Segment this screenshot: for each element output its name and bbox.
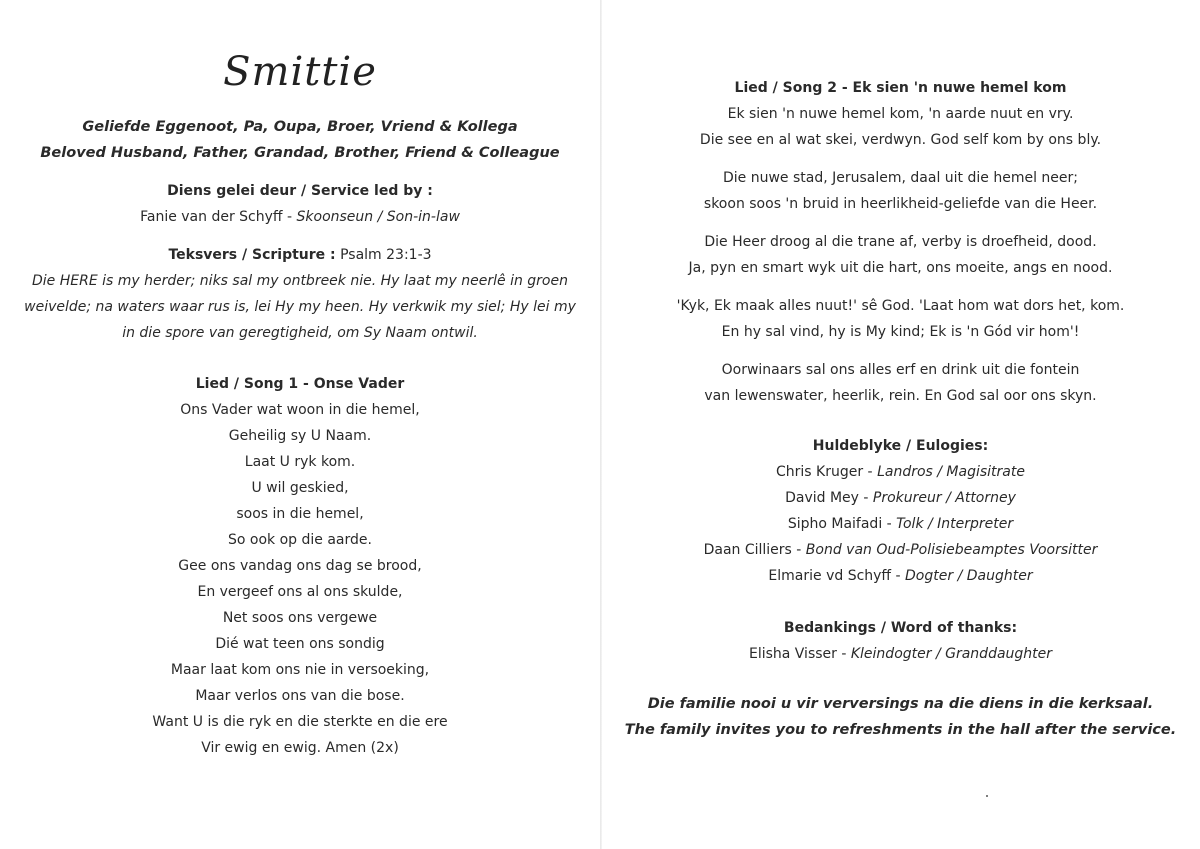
song2-heading: Lied / Song 2 - Ek sien 'n nuwe hemel kom (734, 80, 1067, 96)
eulogy-item: David Mey - Prokureur / Attorney (785, 490, 1016, 506)
scripture-reference: Psalm 23:1-3 (335, 247, 432, 263)
song1-line: Laat U ryk kom. (244, 454, 356, 470)
thanks-item: Elisha Visser - Kleindogter / Granddaughter (748, 646, 1053, 662)
song2-stanza: Ek sien 'n nuwe hemel kom, 'n aarde nuut en vry. Die see en al wat skei, verdwyn. God self kom by ons bly. (699, 106, 1102, 148)
song2-stanza: Oorwinaars sal ons alles erf en drink uit die fontein van lewenswater, heerlik, rein. En God sal oor ons skyn. (704, 362, 1097, 404)
song1-line: So ook op die aarde. (228, 532, 372, 548)
scripture-line: weivelde; na waters waar rus is, lei Hy my heen. Hy verkwik my siel; Hy lei my (24, 299, 576, 315)
song1-line: Gee ons vandag ons dag se brood, (178, 558, 422, 574)
scripture-heading: Teksvers / Scripture : Psalm 23:1-3 (168, 247, 432, 263)
subtitle-afrikaans: Geliefde Eggenoot, Pa, Oupa, Broer, Vriend & Kollega (82, 119, 518, 135)
song1-line: Geheilig sy U Naam. (228, 428, 372, 444)
service-leader: Fanie van der Schyff - Skoonseun / Son-in-law (140, 209, 460, 225)
subtitle-english: Beloved Husband, Father, Grandad, Brother, Friend & Colleague (40, 145, 560, 161)
memorial-title: Smittie (223, 49, 377, 95)
song2-stanza: 'Kyk, Ek maak alles nuut!' sê God. 'Laat hom wat dors het, kom. En hy sal vind, hy is My kind; Ek is 'n Gód vir hom'! (676, 298, 1125, 340)
scripture-line: in die spore van geregtigheid, om Sy Naam ontwil. (122, 325, 478, 341)
eulogy-item: Daan Cilliers - Bond van Oud-Polisiebeamptes Voorsitter (703, 542, 1098, 558)
scripture-line: Die HERE is my herder; niks sal my ontbreek nie. Hy laat my neerlê in groen (32, 273, 568, 289)
service-leader-name: Fanie van der Schyff (140, 209, 283, 225)
thanks-heading: Bedankings / Word of thanks: (783, 620, 1018, 636)
invitation-afrikaans: Die familie nooi u vir verversings na die diens in die kerksaal. (647, 696, 1154, 712)
song1-line: Maar laat kom ons nie in versoeking, (170, 662, 430, 678)
invitation-english: The family invites you to refreshments in the hall after the service. (624, 722, 1177, 738)
song1-line: Dié wat teen ons sondig (215, 636, 385, 652)
song1-line: U wil geskied, (251, 480, 349, 496)
service-leader-role: Skoonseun / Son-in-law (296, 209, 460, 225)
song2-stanza: Die Heer droog al die trane af, verby is droefheid, dood. Ja, pyn en smart wyk uit die hart, ons moeite, angs en nood. (688, 234, 1113, 276)
song1-line: Maar verlos ons van die bose. (195, 688, 405, 704)
eulogy-item: Chris Kruger - Landros / Magisitrate (776, 464, 1025, 480)
song1-line: Vir ewig en ewig. Amen (2x) (201, 740, 399, 756)
eulogy-item: Sipho Maifadi - Tolk / Interpreter (787, 516, 1014, 532)
song1-line: Want U is die ryk en die sterkte en die ere (152, 714, 448, 730)
song1-heading: Lied / Song 1 - Onse Vader (195, 376, 405, 392)
song1-line: Ons Vader wat woon in die hemel, (180, 402, 420, 418)
song1-line: Net soos ons vergewe (222, 610, 378, 626)
eulogy-item: Elmarie vd Schyff - Dogter / Daughter (768, 568, 1033, 584)
song1-line: soos in die hemel, (236, 506, 364, 522)
paper-speck (986, 795, 988, 797)
service-heading: Diens gelei deur / Service led by : (167, 183, 433, 199)
right-page (601, 0, 1200, 849)
song1-line: En vergeef ons al ons skulde, (197, 584, 403, 600)
song2-stanza: Die nuwe stad, Jerusalem, daal uit die hemel neer; skoon soos 'n bruid in heerlikheid-geliefde van die Heer. (703, 170, 1098, 212)
eulogies-heading: Huldeblyke / Eulogies: (812, 438, 989, 454)
right-column (601, 75, 1200, 743)
left-column (0, 49, 600, 761)
